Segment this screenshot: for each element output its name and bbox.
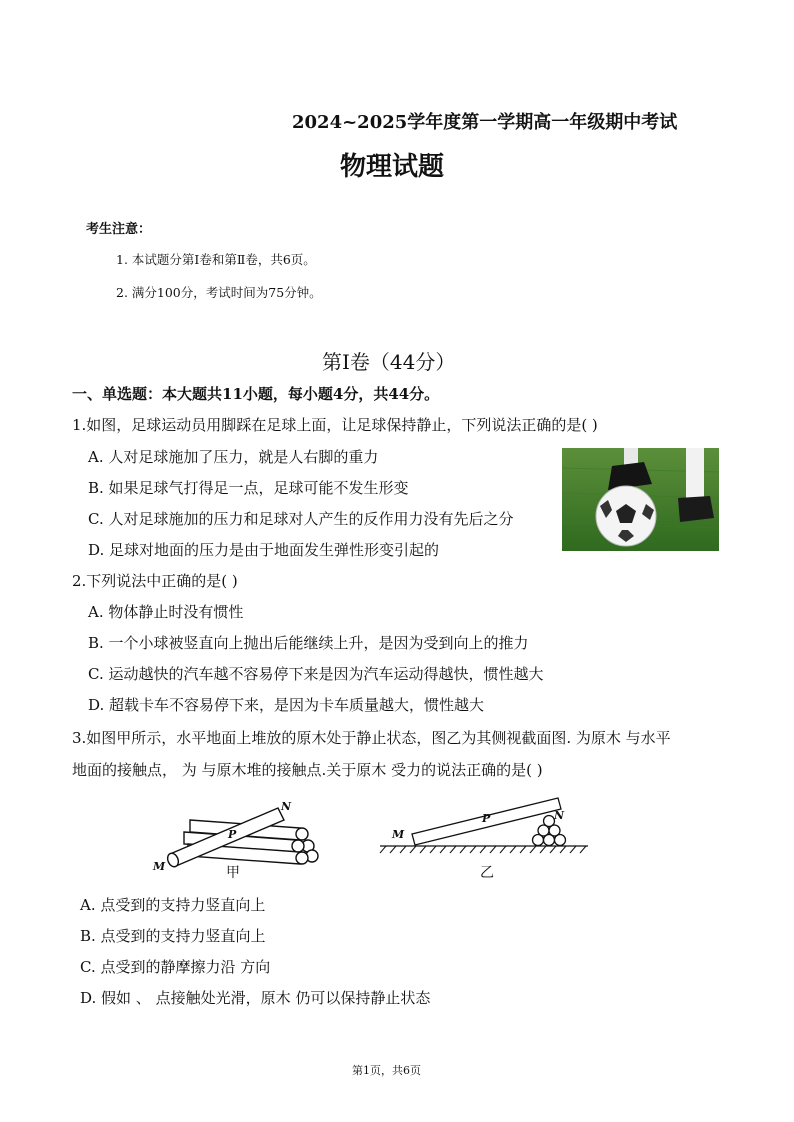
page-footer: 第1页，共6页: [352, 1064, 421, 1077]
question-1-option-d: D. 足球对地面的压力是由于地面发生弹性形变引起的: [88, 541, 440, 559]
question-2-option-b: B. 一个小球被竖直向上抛出后能继续上升，是因为受到向上的推力: [88, 634, 529, 652]
notice-item: 1. 本试题分第Ⅰ卷和第Ⅱ卷，共6页。: [116, 252, 316, 267]
question-3-option-c: C. 点受到的静摩擦力沿 方向: [80, 958, 271, 976]
question-3-option-b: B. 点受到的支持力竖直向上: [80, 927, 266, 945]
log-pile-figure-jia: [150, 800, 330, 880]
question-2-option-a: A. 物体静止时没有惯性: [88, 603, 244, 621]
volume-title: 第Ⅰ卷（44分）: [322, 350, 456, 374]
question-3-stem-line2: 地面的接触点， 为 与原木堆的接触点.关于原木 受力的说法正确的是( ): [72, 761, 543, 779]
notice-heading: 考生注意：: [86, 222, 152, 237]
question-3-option-a: A. 点受到的支持力竖直向上: [80, 896, 266, 914]
label-p-yi: P: [482, 812, 491, 825]
label-n-yi: N: [554, 809, 565, 822]
figure-label-jia: 甲: [226, 865, 240, 881]
question-2-stem: 2.下列说法中正确的是( ): [72, 572, 238, 590]
question-2-option-d: D. 超载卡车不容易停下来，是因为卡车质量越大，惯性越大: [88, 696, 485, 714]
label-n-jia: N: [281, 800, 292, 813]
figure-label-yi: 乙: [480, 865, 494, 881]
exam-title: 2024~2025学年度第一学期高一年级期中考试: [292, 112, 678, 133]
question-1-stem: 1.如图，足球运动员用脚踩在足球上面，让足球保持静止，下列说法正确的是( ): [72, 416, 598, 434]
label-p-jia: P: [228, 828, 237, 841]
soccer-photo: [562, 448, 719, 551]
label-m-jia: M: [153, 860, 166, 873]
question-2-option-c: C. 运动越快的汽车越不容易停下来是因为汽车运动得越快，惯性越大: [88, 665, 544, 683]
notice-item: 2. 满分100分，考试时间为75分钟。: [116, 285, 322, 300]
log-side-view-figure-yi: [378, 794, 593, 856]
question-1-option-c: C. 人对足球施加的压力和足球对人产生的反作用力没有先后之分: [88, 510, 514, 528]
question-1-option-a: A. 人对足球施加了压力，就是人右脚的重力: [88, 448, 379, 466]
label-m-yi: M: [392, 828, 405, 841]
section-title: 一、单选题：本大题共11小题，每小题4分，共44分。: [72, 385, 440, 403]
subject-title: 物理试题: [340, 152, 445, 182]
question-3-stem-line1: 3.如图甲所示，水平地面上堆放的原木处于静止状态，图乙为其侧视截面图. 为原木 与水平: [72, 729, 671, 747]
question-3-option-d: D. 假如 、 点接触处光滑，原木 仍可以保持静止状态: [80, 989, 431, 1007]
question-1-option-b: B. 如果足球气打得足一点，足球可能不发生形变: [88, 479, 409, 497]
